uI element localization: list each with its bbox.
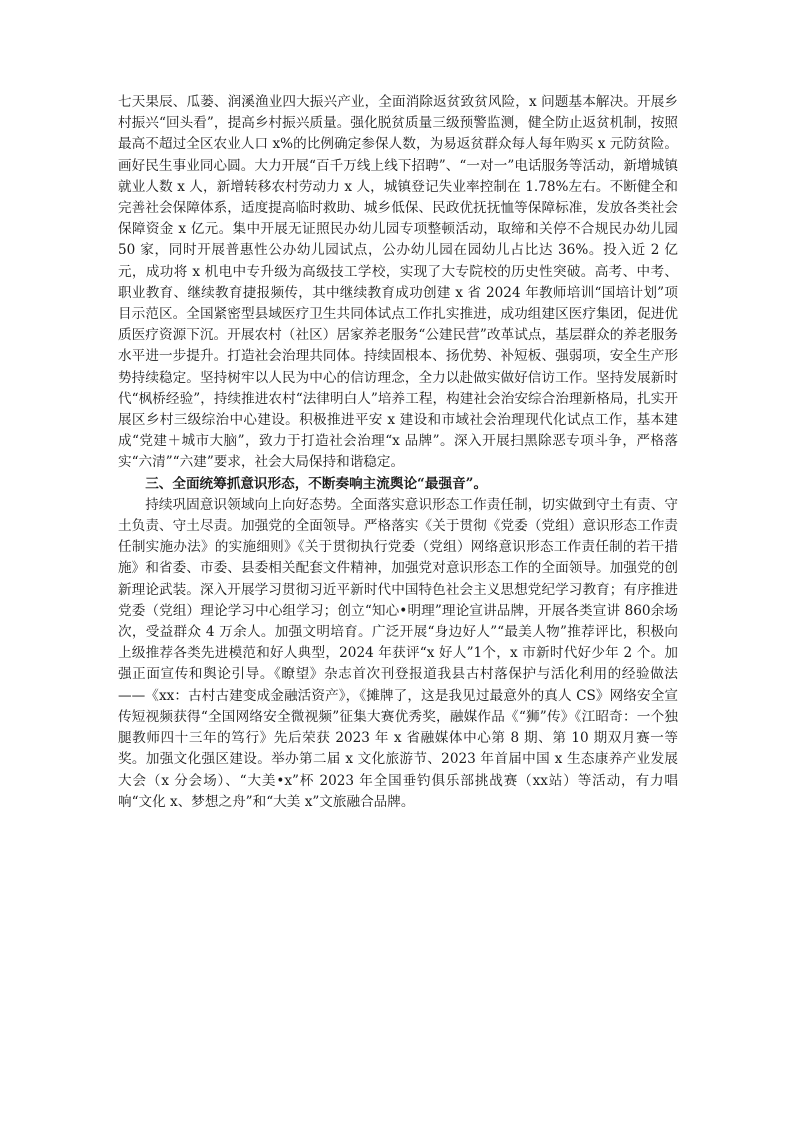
body-paragraph-continued: 七天果辰、瓜蒌、润溪渔业四大振兴产业，全面消除返贫致贫风险，x 问题基本解决。开展乡村振兴“回头看”，提高乡村振兴质量。强化脱贫质量三级预警监测，健全防止返贫机制，按照最高不超过全区农业人口 x%的比例确定参保人数，为易返贫群众每人每年购买 x 元防贫险。画好民生事业同心圆。大力开展“百千万线上线下招聘”、“一对一”电话服务等活动，新增城镇就业人数 x 人，新增转移农村劳动力 x 人，城镇登记失业率控制在 1.78%左右。不断健全和完善社会保障体系，适度提高临时救助、城乡低保、民政优抚抚恤等保障标准，发放各类社会保障资金 x 亿元。集中开展无证照民办幼儿园专项整顿活动，取缔和关停不合规民办幼儿园 50 家，同时开展普惠性公办幼儿园试点，公办幼儿园在园幼儿占比达 36%。投入近 2 亿元，成功将 x 机电中专升级为高级技工学校，实现了大专院校的历史性突破。高考、中考、职业教育、继续教育捷报频传，其中继续教育成功创建 x 省 2024 年教师培训“国培计划”项目示范区。全国紧密型县域医疗卫生共同体试点工作扎实推进，成功组建区医疗集团，促进优质医疗资源下沉。开展农村（社区）居家养老服务“公建民营”改革试点，基层群众的养老服务水平进一步提升。打造社会治理共同体。持续固根本、扬优势、补短板、强弱项，安全生产形势持续稳定。坚持树牢以人民为中心的信访理念，全力以赴做实做好信访工作。坚持发展新时代“枫桥经验”，持续推进农村“法律明白人”培养工程，构建社会治安综合治理新格局，扎实开展区乡村三级综治中心建设。积极推进平安 x 建设和市域社会治理现代化试点工作，基本建成“党建＋城市大脑”，致力于打造社会治理“x 品牌”。深入开展扫黑除恶专项斗争，严格落实“六清”“六建”要求，社会大局保持和谐稳定。: [118, 94, 678, 471]
body-paragraph: 持续巩固意识领域向上向好态势。全面落实意识形态工作责任制，切实做到守土有责、守土负责、守土尽责。加强党的全面领导。严格落实《关于贯彻《党委（党组）意识形态工作责任制实施办法》的实施细则》《关于贯彻执行党委（党组）网络意识形态工作责任制的若干措施》和省委、市委、县委相关配套文件精神，加强党对意识形态工作的全面领导。加强党的创新理论武装。深入开展学习贯彻习近平新时代中国特色社会主义思想党纪学习教育；有序推进党委（党组）理论学习中心组学习；创立“知心•明理”理论宣讲品牌，开展各类宣讲 860余场次，受益群众 4 万余人。加强文明培育。广泛开展“身边好人”“最美人物”推荐评比，积极向上级推荐各类先进模范和好人典型，2024 年获评“x 好人”1个，x 市新时代好少年 2 个。加强正面宣传和舆论引导。《瞭望》杂志首次刊登报道我县古村落保护与活化利用的经验做法——《xx：古村古建变成金融活资产》，《摊牌了，这是我见过最意外的真人 CS》网络安全宣传短视频获得“全国网络安全微视频”征集大赛优秀奖，融媒作品《“狮”传》《江昭奇：一个独腿教师四十三年的笃行》先后荣获 2023 年 x 省融媒体中心第 8 期、第 10 期双月赛一等奖。加强文化强区建设。举办第二届 x 文化旅游节、2023 年首届中国 x 生态康养产业发展大会（x 分会场）、“大美•x”杯 2023 年全国垂钓俱乐部挑战赛（xx站）等活动，有力唱响“文化 x、梦想之舟”和“大美 x”文旅融合品牌。: [118, 496, 678, 810]
section-heading: 三、全面统筹抓意识形态，不断奏响主流舆论“最强音”。: [145, 475, 488, 492]
document-page: [118, 92, 678, 813]
